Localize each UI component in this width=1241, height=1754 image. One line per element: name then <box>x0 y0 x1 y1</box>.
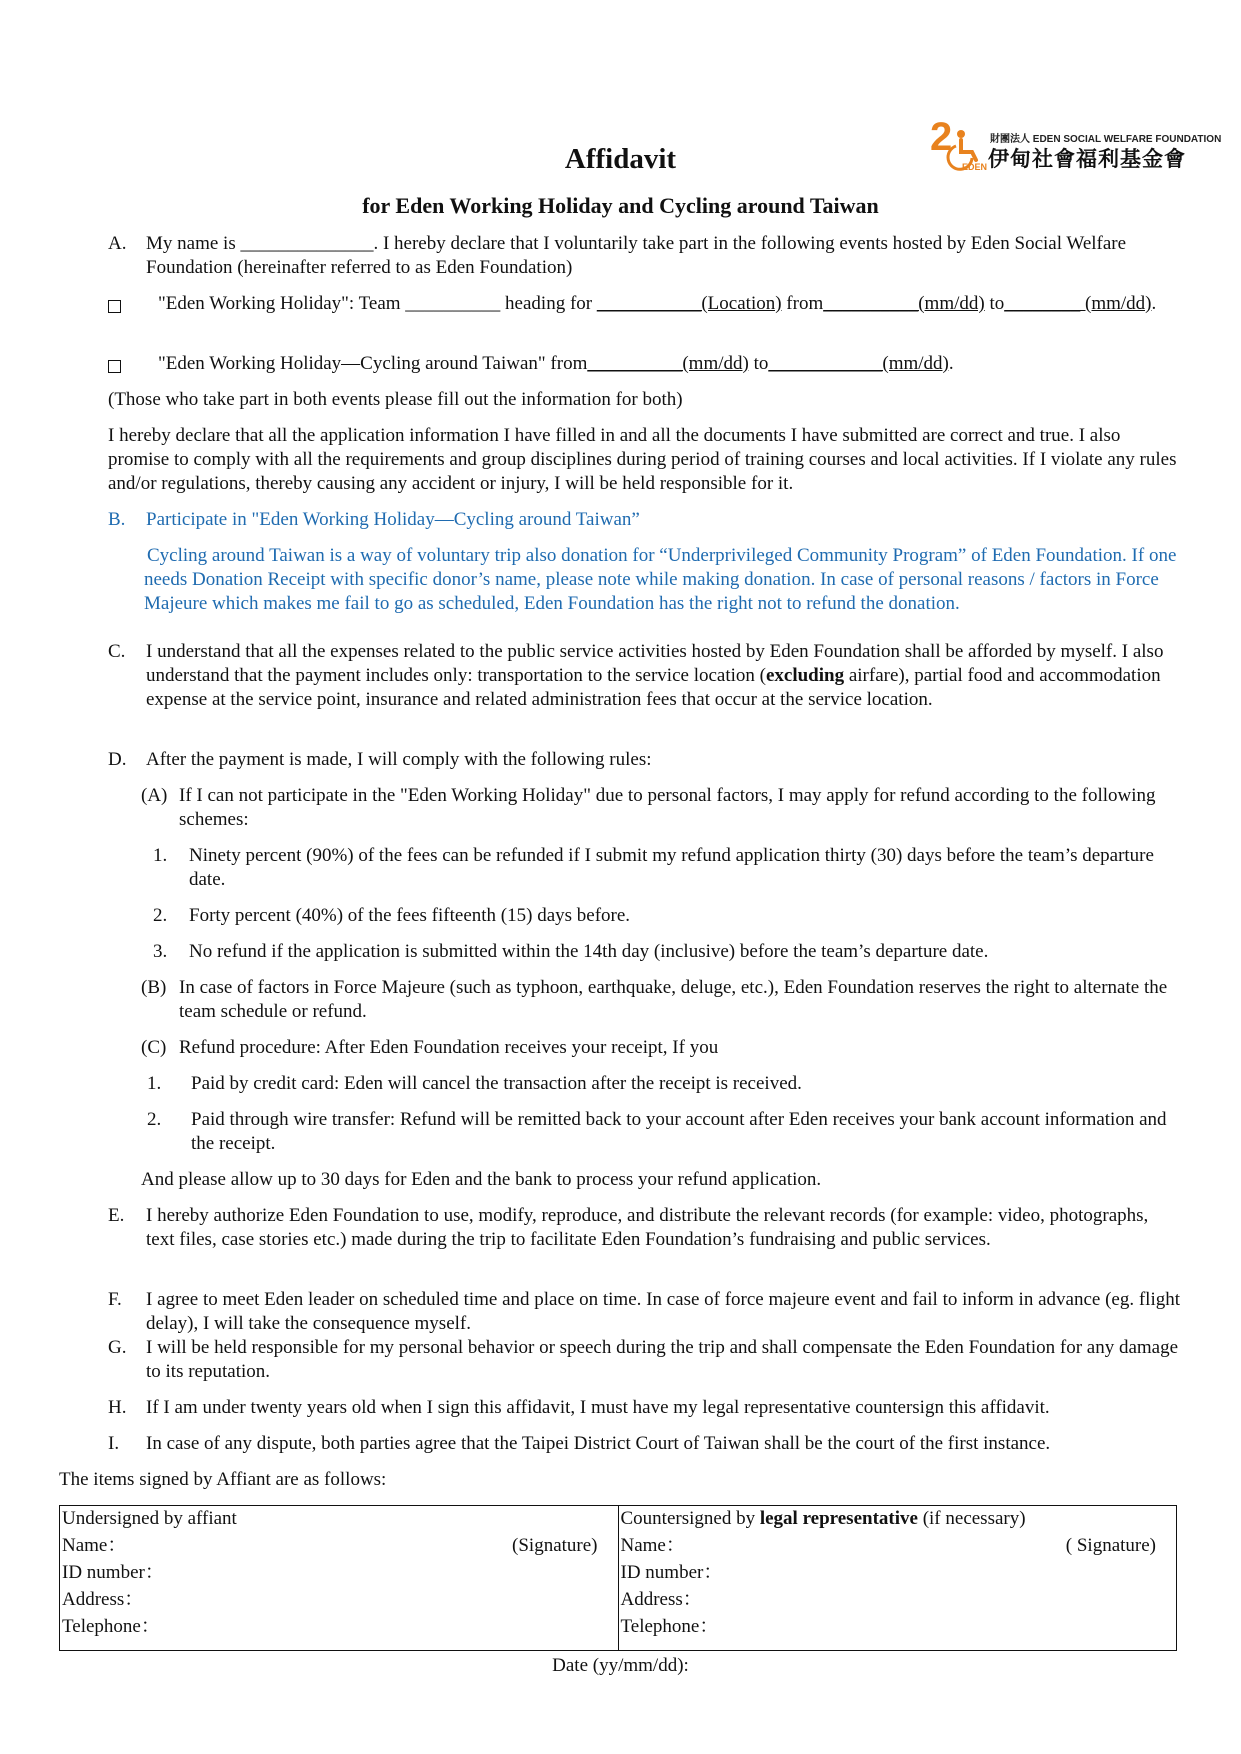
checkbox-row-cycling <box>108 352 1180 376</box>
section-a-text: My name is ______________. I hereby declare that I voluntarily take part in the following events hosted by Eden Social Welfare Foundation (hereinafter referred to as Eden Foundation) <box>146 233 1127 278</box>
refund-processing-note: And please allow up to 30 days for Eden and the bank to process your refund application. <box>141 1169 822 1190</box>
section-c-text: I understand that all the expenses related to the public service activities hosted by Eden Foundation shall be afforded by myself. I also understand that the payment includes only: transportation to the service location (excluding airfare), partial food and accommodation expense at the service point, insurance and related administration fees that occur at the service location. <box>146 641 1164 710</box>
signature-table <box>59 1505 1177 1651</box>
section-c-label: C. <box>108 641 126 662</box>
representative-heading: Countersigned by legal representative (if necessary) <box>620 1508 1026 1529</box>
rule-a-item-2: 2. Forty percent (40%) of the fees fifteenth (15) days before. <box>153 905 631 926</box>
rule-c-text: Refund procedure: After Eden Foundation receives your receipt, If you <box>179 1037 719 1058</box>
rule-a-text: If I can not participate in the "Eden Working Holiday" due to personal factors, I may apply for refund according to the following schemes: <box>179 785 1156 830</box>
rule-b-label: (B) <box>141 977 167 998</box>
section-b <box>108 508 1180 532</box>
rule-b-text: In case of factors in Force Majeure (such as typhoon, earthquake, deluge, etc.), Eden Foundation reserves the right to alternate the team schedule or refund. <box>179 977 1168 1022</box>
representative-cell <box>618 1506 1177 1651</box>
section-d-intro: After the payment is made, I will comply with the following rules: <box>146 749 652 770</box>
representative-address-field[interactable]: Address： <box>620 1589 702 1610</box>
logo-chinese-name: 伊甸社會福利基金會 <box>988 147 1186 171</box>
signing-intro: The items signed by Affiant are as follows: <box>59 1469 387 1490</box>
section-e-text: I hereby authorize Eden Foundation to use, modify, reproduce, and distribute the relevant records (for example: video, photographs, text files, case stories etc.) made during the trip to facilitate Eden Foundation’s fundraising and public services. <box>146 1205 1149 1250</box>
rule-c <box>141 1036 1183 1060</box>
representative-signature-label: ( Signature) <box>1065 1535 1156 1556</box>
section-a <box>108 232 1180 280</box>
affiant-address-field[interactable]: Address： <box>62 1589 144 1610</box>
rule-c-label: (C) <box>141 1037 167 1058</box>
working-holiday-text: "Eden Working Holiday": Team __________ heading for ___________(Location) from__________(mm/dd) to________ (mm/dd). <box>158 293 1157 314</box>
section-d <box>108 748 1180 772</box>
section-b-body: Cycling around Taiwan is a way of voluntary trip also donation for “Underprivileged Community Program” of Eden Foundation. If one needs Donation Receipt with specific donor’s name, please note while making donation. In case of personal reasons / factors in Force Majeure which makes me fail to go as scheduled, Eden Foundation has the right not to refund the donation. <box>144 545 1177 614</box>
affiant-signature-label: (Signature) <box>512 1535 598 1556</box>
page-subtitle: for Eden Working Holiday and Cycling around Taiwan <box>362 193 879 218</box>
affiant-heading: Undersigned by affiant <box>62 1508 237 1529</box>
checkbox-row-working-holiday <box>108 292 1180 316</box>
rule-a <box>141 784 1183 832</box>
cycling-text: "Eden Working Holiday—Cycling around Taiwan" from__________(mm/dd) to____________(mm/dd). <box>158 353 954 374</box>
representative-telephone-field[interactable]: Telephone： <box>620 1616 719 1637</box>
rule-b <box>141 976 1183 1024</box>
affiant-cell <box>60 1506 619 1651</box>
representative-id-field[interactable]: ID number： <box>620 1562 723 1583</box>
affiant-name-row[interactable]: Name： (Signature) <box>62 1535 598 1556</box>
section-h: H. If I am under twenty years old when I sign this affidavit, I must have my legal representative countersign this affidavit. <box>108 1396 1180 1420</box>
logo-ring-text: EDEN <box>962 162 988 172</box>
date-field[interactable]: Date (yy/mm/dd): <box>552 1655 689 1676</box>
section-i-text: In case of any dispute, both parties agree that the Taipei District Court of Taiwan shall be the court of the first instance. <box>146 1433 1051 1454</box>
section-g: G. I will be held responsible for my personal behavior or speech during the trip and shall compensate the Eden Foundation for any damage to its reputation. <box>108 1337 1179 1382</box>
rule-a-item-3: 3. No refund if the application is submitted within the 14th day (inclusive) before the team’s departure date. <box>153 941 989 962</box>
section-b-label: B. <box>108 509 126 530</box>
declaration-paragraph: I hereby declare that all the application information I have filled in and all the documents I have submitted are correct and true. I also promise to comply with all the requirements and group disciplines during period of training courses and local activities. If I violate any rules and/or regulations, thereby causing any accident or injury, I will be held responsible for it. <box>108 425 1177 494</box>
section-e: E. I hereby authorize Eden Foundation to use, modify, reproduce, and distribute the relevant records (for example: video, photographs, text files, case stories etc.) made during the trip to facilitate Eden Foundation’s fundraising and public services. <box>108 1204 1180 1252</box>
section-f-text: I agree to meet Eden leader on scheduled time and place on time. In case of force majeure event and fail to inform in advance (eg. flight delay), I will take the consequence myself. <box>146 1289 1180 1334</box>
rule-a-label: (A) <box>141 785 168 806</box>
page-title: Affidavit <box>564 143 677 175</box>
section-d-label: D. <box>108 749 127 770</box>
section-c <box>108 640 1180 712</box>
rule-a-item-1: 1. Ninety percent (90%) of the fees can be refunded if I submit my refund application thirty (30) days before the team’s departure date. <box>153 845 1154 890</box>
logo-english-name: 財團法人 EDEN SOCIAL WELFARE FOUNDATION <box>990 134 1222 145</box>
section-g-text: I will be held responsible for my personal behavior or speech during the trip and shall compensate the Eden Foundation for any damage to its reputation. <box>146 1337 1179 1382</box>
rule-c-item-1: 1. Paid by credit card: Eden will cancel the transaction after the receipt is received. <box>147 1073 802 1094</box>
affiant-id-field[interactable]: ID number： <box>62 1562 164 1583</box>
section-h-text: If I am under twenty years old when I sign this affidavit, I must have my legal representative countersign this affidavit. <box>146 1397 1050 1418</box>
section-b-heading: Participate in "Eden Working Holiday—Cycling around Taiwan” <box>146 509 640 530</box>
section-a-label: A. <box>108 233 127 254</box>
cycling-checkbox[interactable] <box>108 356 144 380</box>
working-holiday-checkbox[interactable] <box>108 296 144 320</box>
section-i: I. In case of any dispute, both parties agree that the Taipei District Court of Taiwan shall be the court of the first instance. <box>108 1432 1180 1456</box>
rule-c-item-2: 2. Paid through wire transfer: Refund will be remitted back to your account after Eden receives your bank account information and the receipt. <box>147 1109 1167 1154</box>
section-f: F. I agree to meet Eden leader on scheduled time and place on time. In case of force majeure event and fail to inform in advance (eg. flight delay), I will take the consequence myself. <box>108 1289 1180 1334</box>
representative-name-row[interactable]: Name： ( Signature) <box>620 1535 1156 1556</box>
logo-number: 2 <box>930 115 953 159</box>
both-events-note: (Those who take part in both events please fill out the information for both) <box>108 389 683 410</box>
affiant-telephone-field[interactable]: Telephone： <box>62 1616 160 1637</box>
